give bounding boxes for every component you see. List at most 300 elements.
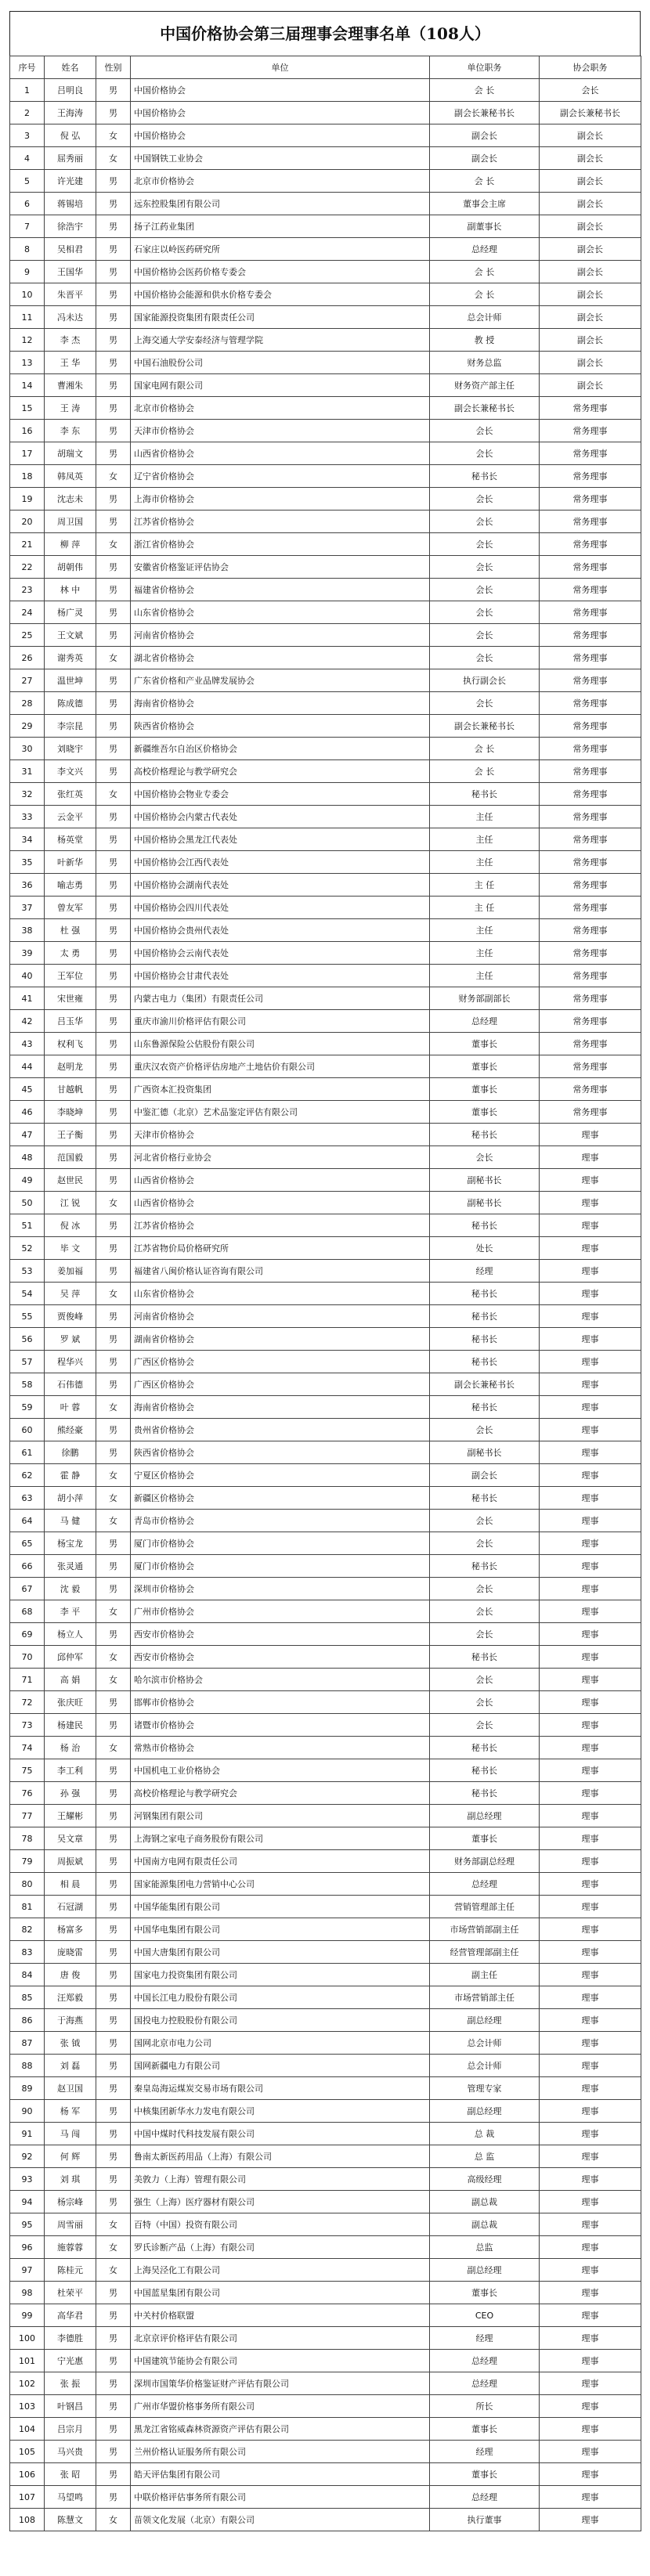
cell-org-position: 会长 <box>430 692 540 715</box>
cell-association-position: 理事 <box>540 2372 641 2395</box>
table-row <box>10 1237 641 1260</box>
cell-organization: 湖南省价格协会 <box>131 1328 430 1351</box>
cell-org-position: 会长 <box>430 647 540 669</box>
cell-name: 石冠湖 <box>45 1896 96 1918</box>
cell-organization: 辽宁省价格协会 <box>131 465 430 488</box>
cell-name: 陈桂元 <box>45 2259 96 2282</box>
cell-gender: 男 <box>96 1328 131 1351</box>
table-row <box>10 556 641 579</box>
cell-index: 97 <box>10 2259 45 2282</box>
cell-org-position: 董事长 <box>430 1033 540 1055</box>
table-row <box>10 965 641 987</box>
table-row <box>10 760 641 783</box>
cell-gender: 男 <box>96 1986 131 2009</box>
cell-name: 周雪丽 <box>45 2213 96 2236</box>
table-row <box>10 1124 641 1146</box>
cell-organization: 中核集团新华水力发电有限公司 <box>131 2100 430 2123</box>
cell-org-position: 秘书长 <box>430 1555 540 1578</box>
cell-association-position: 理事 <box>540 2486 641 2509</box>
cell-organization: 中国华电集团有限公司 <box>131 1918 430 1941</box>
cell-organization: 海南省价格协会 <box>131 1396 430 1419</box>
cell-organization: 青岛市价格协会 <box>131 1510 430 1532</box>
cell-org-position: 副会长兼秘书长 <box>430 102 540 124</box>
cell-org-position: 副会长兼秘书长 <box>430 1373 540 1396</box>
cell-association-position: 理事 <box>540 1986 641 2009</box>
cell-org-position: 执行董事 <box>430 2509 540 2531</box>
cell-index: 62 <box>10 1464 45 1487</box>
table-row <box>10 1328 641 1351</box>
cell-association-position: 常务理事 <box>540 511 641 533</box>
cell-gender: 男 <box>96 919 131 942</box>
cell-gender: 男 <box>96 1714 131 1737</box>
cell-name: 蒋锡培 <box>45 193 96 215</box>
cell-index: 20 <box>10 511 45 533</box>
cell-organization: 中国价格协会 <box>131 79 430 102</box>
cell-organization: 山东省价格协会 <box>131 1283 430 1305</box>
cell-org-position: 董事会主席 <box>430 193 540 215</box>
cell-name: 吴相君 <box>45 238 96 261</box>
cell-name: 毕 文 <box>45 1237 96 1260</box>
cell-name: 李德胜 <box>45 2327 96 2350</box>
cell-org-position: 会长 <box>430 1714 540 1737</box>
cell-org-position: 总经理 <box>430 2372 540 2395</box>
cell-gender: 男 <box>96 102 131 124</box>
cell-organization: 国家能源集团电力营销中心公司 <box>131 1873 430 1896</box>
cell-gender: 男 <box>96 511 131 533</box>
cell-index: 61 <box>10 1441 45 1464</box>
cell-gender: 男 <box>96 715 131 738</box>
cell-name: 太 勇 <box>45 942 96 965</box>
roster-page <box>9 11 641 2531</box>
cell-index: 96 <box>10 2236 45 2259</box>
cell-association-position: 常务理事 <box>540 533 641 556</box>
cell-organization: 深圳市价格协会 <box>131 1578 430 1600</box>
cell-index: 15 <box>10 397 45 420</box>
cell-org-position: 会长 <box>430 420 540 442</box>
cell-org-position: 会长 <box>430 1532 540 1555</box>
cell-index: 74 <box>10 1737 45 1759</box>
header-association-position: 协会职务 <box>540 56 641 79</box>
cell-gender: 男 <box>96 374 131 397</box>
cell-name: 吕玉华 <box>45 1010 96 1033</box>
cell-gender: 女 <box>96 2213 131 2236</box>
cell-index: 89 <box>10 2077 45 2100</box>
cell-index: 90 <box>10 2100 45 2123</box>
cell-org-position: 会长 <box>430 624 540 647</box>
cell-gender: 男 <box>96 851 131 874</box>
cell-name: 霍 静 <box>45 1464 96 1487</box>
cell-name: 周卫国 <box>45 511 96 533</box>
cell-gender: 男 <box>96 1759 131 1782</box>
cell-org-position: 经理 <box>430 2327 540 2350</box>
table-row <box>10 1305 641 1328</box>
table-row <box>10 1986 641 2009</box>
cell-index: 9 <box>10 261 45 283</box>
cell-org-position: 市场营销部副主任 <box>430 1918 540 1941</box>
cell-name: 赵明龙 <box>45 1055 96 1078</box>
table-row <box>10 2077 641 2100</box>
cell-name: 江 锐 <box>45 1192 96 1214</box>
cell-org-position: 秘书长 <box>430 1759 540 1782</box>
table-row <box>10 1532 641 1555</box>
cell-name: 叶 蓉 <box>45 1396 96 1419</box>
cell-index: 14 <box>10 374 45 397</box>
cell-index: 87 <box>10 2032 45 2055</box>
cell-name: 施蓉蓉 <box>45 2236 96 2259</box>
cell-organization: 百特（中国）投资有限公司 <box>131 2213 430 2236</box>
cell-organization: 中国价格协会黑龙江代表处 <box>131 828 430 851</box>
cell-association-position: 理事 <box>540 1578 641 1600</box>
table-row <box>10 465 641 488</box>
cell-name: 唐 俊 <box>45 1964 96 1986</box>
cell-org-position: 会长 <box>430 442 540 465</box>
cell-organization: 厦门市价格协会 <box>131 1555 430 1578</box>
cell-org-position: 财务资产部主任 <box>430 374 540 397</box>
cell-name: 王 涛 <box>45 397 96 420</box>
cell-index: 55 <box>10 1305 45 1328</box>
cell-gender: 男 <box>96 1896 131 1918</box>
cell-name: 温世坤 <box>45 669 96 692</box>
cell-association-position: 常务理事 <box>540 397 641 420</box>
cell-index: 29 <box>10 715 45 738</box>
cell-gender: 女 <box>96 647 131 669</box>
cell-org-position: 会长 <box>430 1691 540 1714</box>
cell-organization: 山西省价格协会 <box>131 1169 430 1192</box>
cell-name: 高 娟 <box>45 1669 96 1691</box>
cell-organization: 北京市价格协会 <box>131 397 430 420</box>
cell-organization: 罗氏诊断产品（上海）有限公司 <box>131 2236 430 2259</box>
cell-name: 王子衡 <box>45 1124 96 1146</box>
cell-org-position: 会长 <box>430 1600 540 1623</box>
cell-association-position: 理事 <box>540 1487 641 1510</box>
table-row <box>10 1623 641 1646</box>
cell-association-position: 理事 <box>540 1669 641 1691</box>
cell-gender: 男 <box>96 283 131 306</box>
cell-org-position: 总经理 <box>430 2486 540 2509</box>
table-row <box>10 828 641 851</box>
cell-index: 25 <box>10 624 45 647</box>
cell-organization: 江苏省价格协会 <box>131 511 430 533</box>
cell-name: 程华兴 <box>45 1351 96 1373</box>
cell-index: 73 <box>10 1714 45 1737</box>
cell-index: 47 <box>10 1124 45 1146</box>
cell-organization: 中国价格协会 <box>131 102 430 124</box>
cell-org-position: 经营管理部副主任 <box>430 1941 540 1964</box>
cell-association-position: 理事 <box>540 1918 641 1941</box>
cell-name: 王 华 <box>45 352 96 374</box>
table-row <box>10 783 641 806</box>
cell-name: 胡瑞文 <box>45 442 96 465</box>
table-row <box>10 669 641 692</box>
cell-association-position: 理事 <box>540 1805 641 1827</box>
cell-org-position: 副总经理 <box>430 2100 540 2123</box>
cell-organization: 中国价格协会医药价格专委会 <box>131 261 430 283</box>
table-row <box>10 1510 641 1532</box>
cell-org-position: 会长 <box>430 511 540 533</box>
cell-organization: 河北省价格行业协会 <box>131 1146 430 1169</box>
cell-name: 吴 萍 <box>45 1283 96 1305</box>
cell-gender: 男 <box>96 329 131 352</box>
cell-name: 何 辉 <box>45 2145 96 2168</box>
cell-org-position: 秘书长 <box>430 1283 540 1305</box>
cell-association-position: 常务理事 <box>540 601 641 624</box>
cell-association-position: 理事 <box>540 1351 641 1373</box>
cell-organization: 福建省价格协会 <box>131 579 430 601</box>
cell-association-position: 理事 <box>540 1419 641 1441</box>
cell-organization: 江苏省价格协会 <box>131 1214 430 1237</box>
cell-index: 94 <box>10 2191 45 2213</box>
table-row <box>10 420 641 442</box>
cell-gender: 男 <box>96 1827 131 1850</box>
cell-association-position: 常务理事 <box>540 897 641 919</box>
cell-association-position: 常务理事 <box>540 1101 641 1124</box>
cell-organization: 西安市价格协会 <box>131 1646 430 1669</box>
table-row <box>10 1691 641 1714</box>
cell-name: 李 杰 <box>45 329 96 352</box>
cell-organization: 皓天评估集团有限公司 <box>131 2463 430 2486</box>
cell-index: 23 <box>10 579 45 601</box>
cell-organization: 上海吴泾化工有限公司 <box>131 2259 430 2282</box>
cell-organization: 黑龙江省铭威森林资源资产评估有限公司 <box>131 2418 430 2441</box>
cell-organization: 国投电力控股股份有限公司 <box>131 2009 430 2032</box>
cell-gender: 男 <box>96 579 131 601</box>
cell-index: 57 <box>10 1351 45 1373</box>
cell-organization: 天津市价格协会 <box>131 420 430 442</box>
cell-name: 庞晓雷 <box>45 1941 96 1964</box>
cell-index: 82 <box>10 1918 45 1941</box>
cell-name: 朱晋平 <box>45 283 96 306</box>
cell-association-position: 常务理事 <box>540 579 641 601</box>
cell-org-position: 所长 <box>430 2395 540 2418</box>
cell-association-position: 理事 <box>540 1600 641 1623</box>
cell-association-position: 常务理事 <box>540 919 641 942</box>
cell-name: 杨广灵 <box>45 601 96 624</box>
cell-name: 马 健 <box>45 1510 96 1532</box>
cell-index: 107 <box>10 2486 45 2509</box>
cell-index: 71 <box>10 1669 45 1691</box>
cell-gender: 男 <box>96 2055 131 2077</box>
cell-index: 4 <box>10 147 45 170</box>
cell-org-position: 会长 <box>430 533 540 556</box>
cell-gender: 女 <box>96 2236 131 2259</box>
cell-association-position: 理事 <box>540 2123 641 2145</box>
cell-name: 吕宗月 <box>45 2418 96 2441</box>
cell-index: 19 <box>10 488 45 511</box>
table-row <box>10 624 641 647</box>
cell-org-position: 副董事长 <box>430 215 540 238</box>
table-row <box>10 806 641 828</box>
table-row <box>10 2304 641 2327</box>
cell-index: 13 <box>10 352 45 374</box>
cell-organization: 福建省八闽价格认证咨询有限公司 <box>131 1260 430 1283</box>
table-row <box>10 1578 641 1600</box>
table-row <box>10 2372 641 2395</box>
cell-organization: 湖北省价格协会 <box>131 647 430 669</box>
cell-organization: 美敦力（上海）管理有限公司 <box>131 2168 430 2191</box>
cell-association-position: 理事 <box>540 1283 641 1305</box>
cell-index: 16 <box>10 420 45 442</box>
cell-organization: 秦皇岛海运煤炭交易市场有限公司 <box>131 2077 430 2100</box>
cell-name: 杨立人 <box>45 1623 96 1646</box>
cell-index: 10 <box>10 283 45 306</box>
cell-name: 杜 强 <box>45 919 96 942</box>
cell-index: 27 <box>10 669 45 692</box>
cell-org-position: 会 长 <box>430 79 540 102</box>
cell-org-position: 副秘书长 <box>430 1192 540 1214</box>
cell-name: 王军位 <box>45 965 96 987</box>
table-row <box>10 579 641 601</box>
cell-name: 王国华 <box>45 261 96 283</box>
cell-index: 28 <box>10 692 45 715</box>
cell-association-position: 理事 <box>540 2509 641 2531</box>
cell-association-position: 理事 <box>540 2191 641 2213</box>
cell-gender: 男 <box>96 1214 131 1237</box>
cell-gender: 男 <box>96 488 131 511</box>
table-row <box>10 2032 641 2055</box>
cell-org-position: 董事长 <box>430 2463 540 2486</box>
table-row <box>10 1714 641 1737</box>
cell-gender: 男 <box>96 1169 131 1192</box>
cell-organization: 北京京评价格评估有限公司 <box>131 2327 430 2350</box>
cell-org-position: 会长 <box>430 1578 540 1600</box>
table-row <box>10 102 641 124</box>
cell-index: 86 <box>10 2009 45 2032</box>
cell-org-position: 会长 <box>430 1510 540 1532</box>
cell-name: 王文斌 <box>45 624 96 647</box>
cell-gender: 男 <box>96 352 131 374</box>
cell-name: 许光建 <box>45 170 96 193</box>
cell-organization: 上海交通大学安泰经济与管理学院 <box>131 329 430 352</box>
cell-association-position: 理事 <box>540 2213 641 2236</box>
table-row <box>10 1192 641 1214</box>
table-row <box>10 738 641 760</box>
cell-index: 39 <box>10 942 45 965</box>
cell-organization: 重庆市渝川价格评估有限公司 <box>131 1010 430 1033</box>
cell-gender: 男 <box>96 193 131 215</box>
cell-organization: 中国机电工业价格协会 <box>131 1759 430 1782</box>
cell-index: 33 <box>10 806 45 828</box>
table-row <box>10 1373 641 1396</box>
cell-name: 云金平 <box>45 806 96 828</box>
cell-index: 78 <box>10 1827 45 1850</box>
cell-index: 8 <box>10 238 45 261</box>
cell-gender: 男 <box>96 215 131 238</box>
cell-gender: 男 <box>96 1237 131 1260</box>
cell-org-position: 主 任 <box>430 874 540 897</box>
table-row <box>10 215 641 238</box>
cell-org-position: 秘书长 <box>430 1328 540 1351</box>
cell-org-position: 秘书长 <box>430 1351 540 1373</box>
cell-gender: 男 <box>96 1441 131 1464</box>
cell-organization: 国网新疆电力有限公司 <box>131 2055 430 2077</box>
cell-index: 95 <box>10 2213 45 2236</box>
table-row <box>10 1010 641 1033</box>
cell-name: 刘 磊 <box>45 2055 96 2077</box>
cell-gender: 男 <box>96 897 131 919</box>
cell-organization: 广东省价格和产业品牌发展协会 <box>131 669 430 692</box>
cell-association-position: 理事 <box>540 2100 641 2123</box>
cell-index: 22 <box>10 556 45 579</box>
table-row <box>10 2236 641 2259</box>
cell-association-position: 理事 <box>540 2145 641 2168</box>
cell-organization: 中国石油股份公司 <box>131 352 430 374</box>
cell-gender: 男 <box>96 987 131 1010</box>
cell-org-position: 秘书长 <box>430 1487 540 1510</box>
cell-name: 李晓坤 <box>45 1101 96 1124</box>
cell-gender: 男 <box>96 942 131 965</box>
cell-gender: 男 <box>96 1260 131 1283</box>
table-row <box>10 2009 641 2032</box>
cell-organization: 新疆维吾尔自治区价格协会 <box>131 738 430 760</box>
cell-index: 40 <box>10 965 45 987</box>
cell-index: 100 <box>10 2327 45 2350</box>
cell-gender: 女 <box>96 783 131 806</box>
cell-org-position: 副秘书长 <box>430 1441 540 1464</box>
cell-org-position: 会长 <box>430 1419 540 1441</box>
cell-index: 67 <box>10 1578 45 1600</box>
table-row <box>10 2418 641 2441</box>
cell-org-position: 副会长 <box>430 147 540 170</box>
table-row <box>10 1782 641 1805</box>
table-row <box>10 2259 641 2282</box>
cell-gender: 女 <box>96 1396 131 1419</box>
cell-index: 81 <box>10 1896 45 1918</box>
member-table <box>9 56 641 2531</box>
table-row <box>10 987 641 1010</box>
cell-org-position: 会 长 <box>430 283 540 306</box>
cell-org-position: 主 任 <box>430 897 540 919</box>
table-row <box>10 1827 641 1850</box>
cell-org-position: 副会长 <box>430 1464 540 1487</box>
cell-association-position: 理事 <box>540 2304 641 2327</box>
table-row <box>10 193 641 215</box>
table-row <box>10 2509 641 2531</box>
cell-org-position: 财务部副部长 <box>430 987 540 1010</box>
cell-gender: 男 <box>96 2304 131 2327</box>
cell-organization: 国家能源投资集团有限责任公司 <box>131 306 430 329</box>
table-row <box>10 1964 641 1986</box>
cell-gender: 男 <box>96 1782 131 1805</box>
cell-name: 杨 治 <box>45 1737 96 1759</box>
table-row <box>10 851 641 874</box>
cell-org-position: 总会计师 <box>430 306 540 329</box>
cell-association-position: 理事 <box>540 1146 641 1169</box>
cell-gender: 男 <box>96 170 131 193</box>
cell-name: 李工利 <box>45 1759 96 1782</box>
table-row <box>10 1260 641 1283</box>
cell-gender: 男 <box>96 1941 131 1964</box>
cell-index: 108 <box>10 2509 45 2531</box>
cell-name: 宋世雍 <box>45 987 96 1010</box>
cell-association-position: 常务理事 <box>540 965 641 987</box>
table-row <box>10 1918 641 1941</box>
cell-association-position: 理事 <box>540 2259 641 2282</box>
table-row <box>10 283 641 306</box>
cell-organization: 广州市价格协会 <box>131 1600 430 1623</box>
cell-name: 沈志未 <box>45 488 96 511</box>
cell-association-position: 理事 <box>540 2032 641 2055</box>
cell-association-position: 理事 <box>540 2350 641 2372</box>
cell-association-position: 会长 <box>540 79 641 102</box>
cell-index: 48 <box>10 1146 45 1169</box>
cell-gender: 男 <box>96 1055 131 1078</box>
cell-org-position: 总监 <box>430 2236 540 2259</box>
cell-org-position: 营销管理部主任 <box>430 1896 540 1918</box>
table-row <box>10 1805 641 1827</box>
cell-name: 马 闯 <box>45 2123 96 2145</box>
table-row <box>10 306 641 329</box>
cell-org-position: 会 长 <box>430 738 540 760</box>
